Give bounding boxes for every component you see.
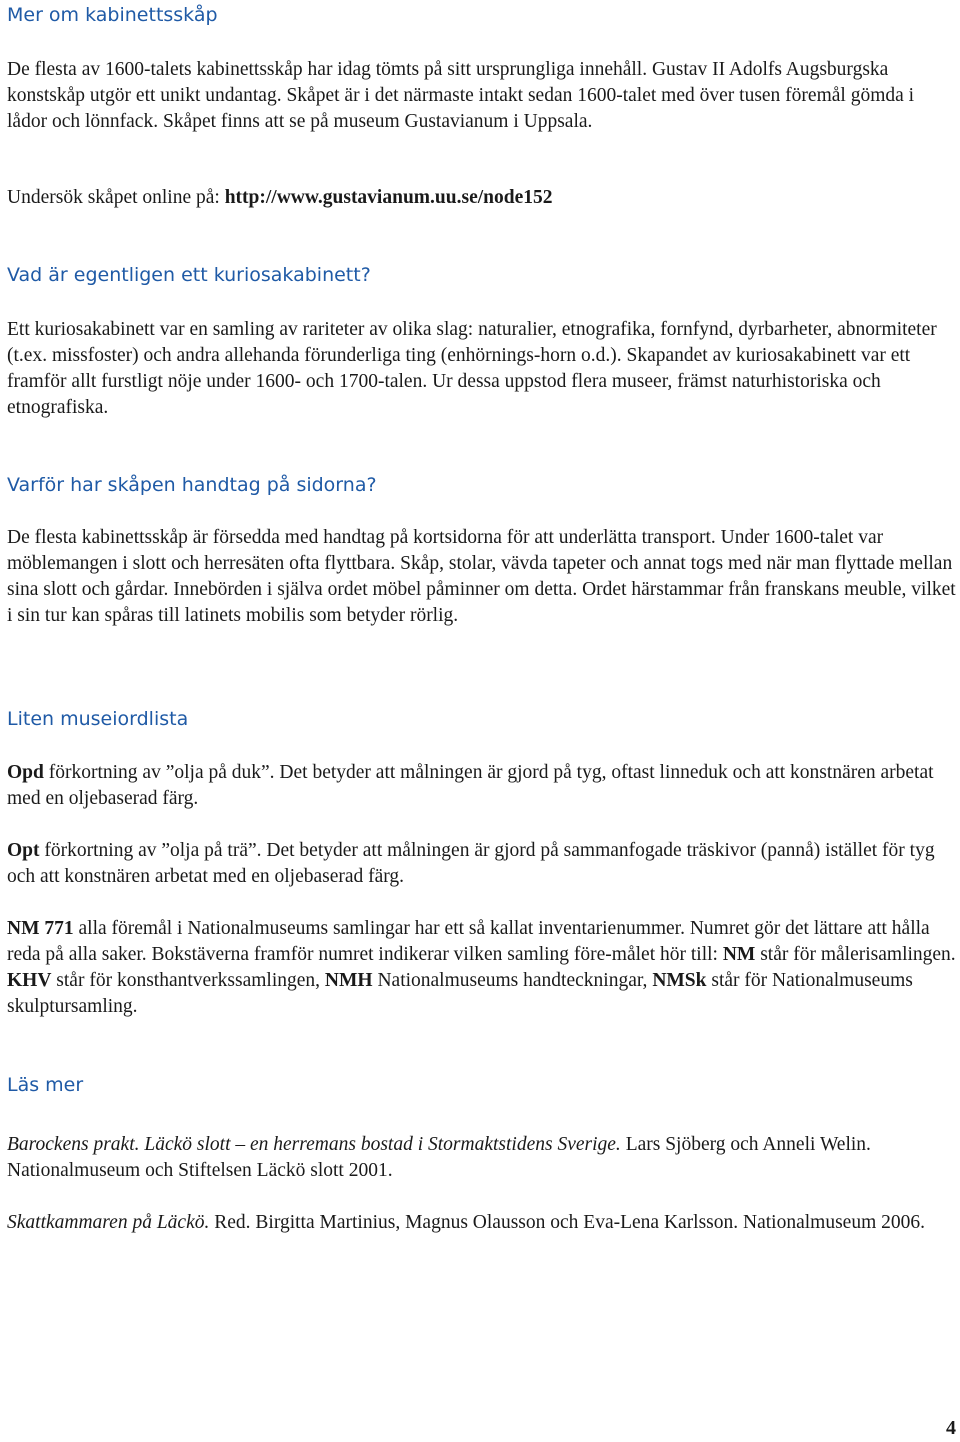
definition-nm-part: alla föremål i Nationalmuseums samlingar har ett så kallat inventarienummer. Numret gör det lättare att hålla reda på alla saker. Bokstäverna framför numret indikerar vilken samling före-målet hör till: bbox=[7, 918, 930, 965]
paragraph-handtag: De flesta kabinettsskåp är försedda med handtag på kortsidorna för att underlätta transport. Under 1600-talet var möblemangen i slott och herresäten ofta flyttbara. Skåp, stolar, vävda tapeter och annat togs med när man flyttade mellan sina slott och gårdar. Innebörden i själva ordet möbel påminner om detta. Ordet härstammar från franskans meuble, vilket i sin tur kan spåras till latinets mobilis som betyder rörlig. bbox=[7, 527, 956, 626]
abbr-nm: NM bbox=[722, 944, 756, 965]
gustavianum-link[interactable]: http://www.gustavianum.uu.se/node152 bbox=[224, 187, 553, 208]
glossary-entry-nm bbox=[7, 916, 957, 1020]
definition-nm-part: Nationalmuseums handteckningar, bbox=[372, 970, 653, 991]
term-opt: Opt bbox=[7, 840, 40, 861]
paragraph-online-link bbox=[7, 185, 957, 211]
link-intro-text: Undersök skåpet online på: bbox=[7, 187, 225, 208]
term-opd: Opd bbox=[7, 762, 44, 783]
reference-title: Barockens prakt. Läckö slott – en herremans bostad i Stormaktstidens Sverige. bbox=[7, 1134, 621, 1155]
heading-ordlista: Liten museiordlista bbox=[7, 708, 189, 730]
reference-barockens-prakt bbox=[7, 1132, 957, 1184]
definition-nm-part: står för målerisamlingen. bbox=[755, 944, 956, 965]
abbr-nmsk: NMSk bbox=[652, 970, 707, 991]
abbr-khv: KHV bbox=[7, 970, 52, 991]
term-nm-771: NM 771 bbox=[7, 918, 74, 939]
definition-nm-part: står för Nationalmuseums skulptursamling. bbox=[7, 970, 913, 1017]
heading-las-mer: Läs mer bbox=[7, 1074, 84, 1096]
reference-skattkammaren bbox=[7, 1210, 957, 1236]
reference-details: Red. Birgitta Martinius, Magnus Olausson och Eva-Lena Karlsson. Nationalmuseum 2006. bbox=[209, 1212, 925, 1233]
glossary-entry-opd bbox=[7, 760, 957, 812]
glossary-entry-opt bbox=[7, 838, 957, 890]
abbr-nmh: NMH bbox=[324, 970, 373, 991]
definition-opt: förkortning av ”olja på trä”. Det betyder att målningen är gjord på sammanfogade träskivor (pannå) istället för tyg och att konstnären arbetat med en oljebaserad färg. bbox=[7, 840, 935, 887]
definition-nm-part: står för konsthantverkssamlingen, bbox=[51, 970, 325, 991]
page-number: 4 bbox=[946, 1417, 956, 1439]
reference-details: Lars Sjöberg och Anneli Welin. Nationalmuseum och Stiftelsen Läckö slott 2001. bbox=[7, 1134, 871, 1181]
heading-kuriosakabinett: Vad är egentligen ett kuriosakabinett? bbox=[7, 264, 371, 286]
heading-kabinettsskap: Mer om kabinettsskåp bbox=[7, 4, 218, 26]
paragraph-kuriosakabinett: Ett kuriosakabinett var en samling av rariteter av olika slag: naturalier, etnografika, fornfynd, dyrbarheter, abnormiteter (t.ex. missfoster) och andra allehanda förunderliga ting (enhörnings-horn o.d.). Skapandet av kuriosakabinett var ett framför allt furstligt nöje under 1600- och 1700-talen. Ur dessa uppstod flera museer, främst naturhistoriska och etnografiska. bbox=[7, 319, 937, 418]
definition-opd: förkortning av ”olja på duk”. Det betyder att målningen är gjord på tyg, oftast linneduk och att konstnären arbetat med en oljebaserad färg. bbox=[7, 762, 934, 809]
heading-handtag: Varför har skåpen handtag på sidorna? bbox=[7, 474, 377, 496]
reference-title: Skattkammaren på Läckö. bbox=[7, 1212, 210, 1233]
paragraph-kabinettsskap: De flesta av 1600-talets kabinettsskåp har idag tömts på sitt ursprungliga innehåll. Gustav II Adolfs Augsburgska konstskåp utgör ett unikt undantag. Skåpet är i det närmaste intakt sedan 1600-talet med över tusen föremål gömda i lådor och lönnfack. Skåpet finns att se på museum Gustavianum i Uppsala. bbox=[7, 59, 915, 132]
